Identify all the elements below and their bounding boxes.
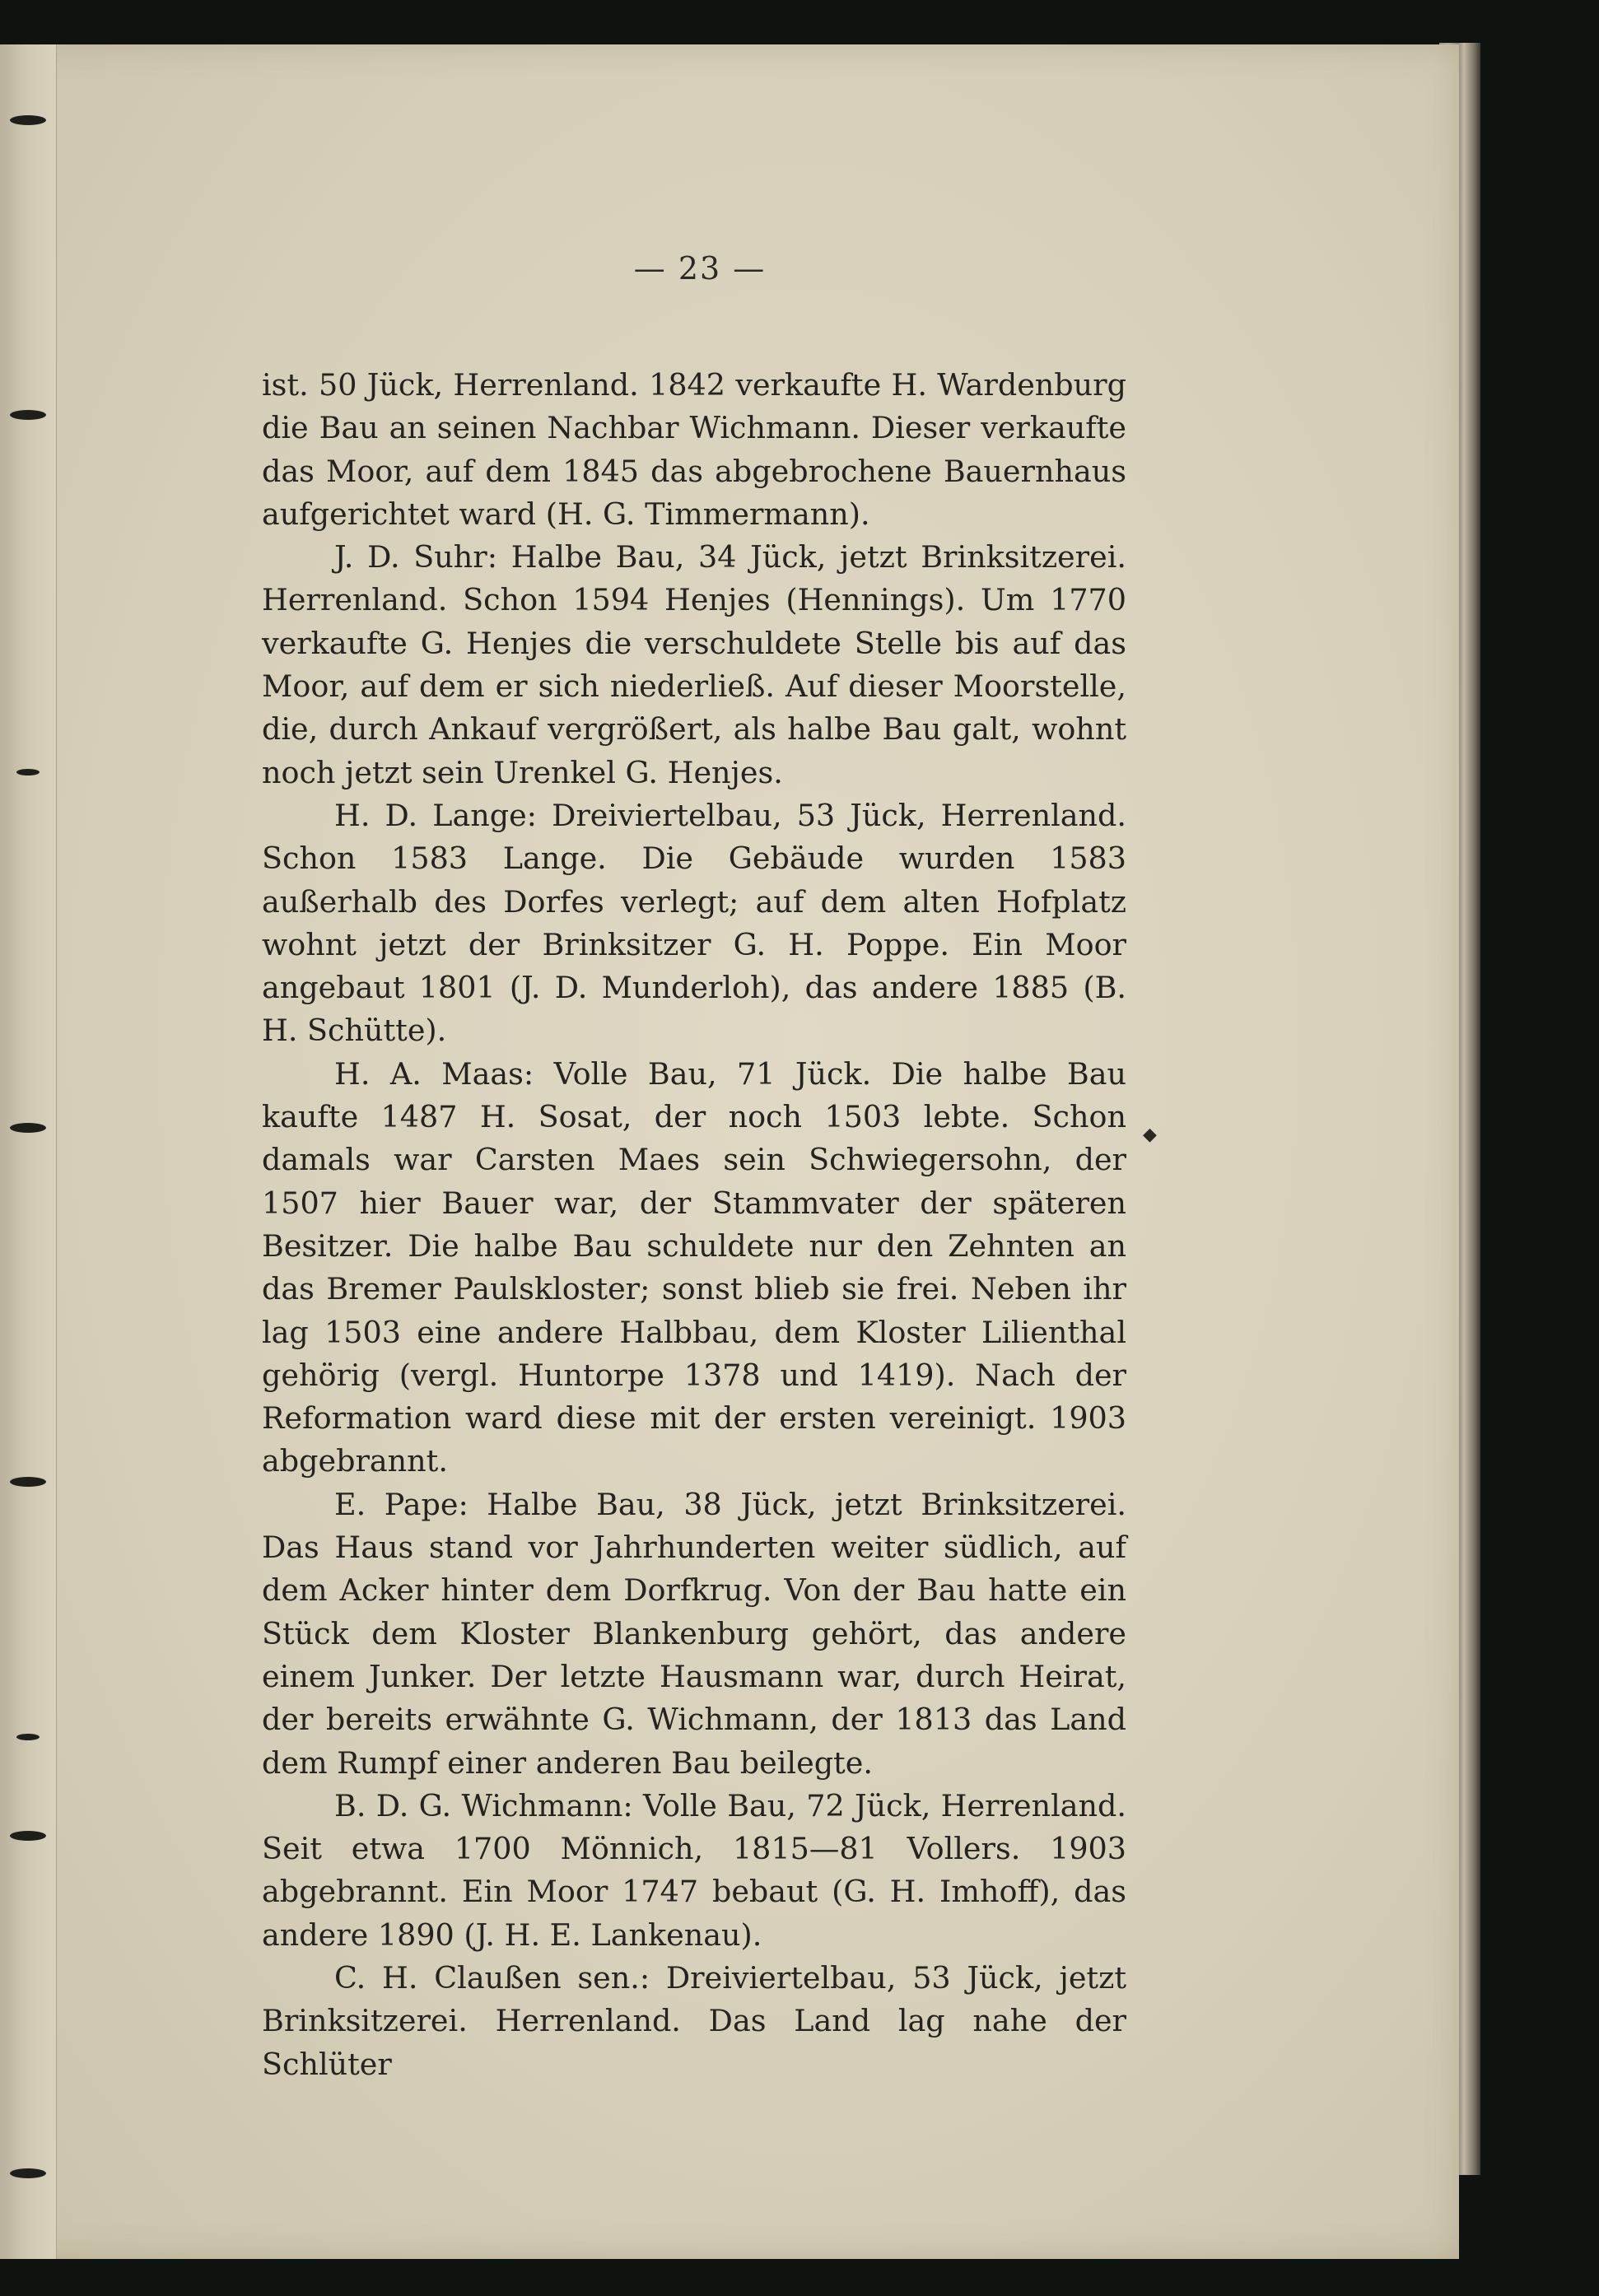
paragraph: E. Pape: Halbe Bau, 38 Jück, jetzt Brinksitzerei. Das Haus stand vor Jahrhunderten weiter südlich, auf dem Acker hinter dem Dorfkrug. Von der Bau hatte ein Stück dem Kloster Blankenburg gehört, das andere einem Junker. Der letzte Hausmann war, durch Heirat, der bereits erwähnte G. Wichmann, der 1813 das Land dem Rumpf einer anderen Bau beilegte. [262, 1486, 1126, 1781]
binding-stitch [10, 1831, 46, 1841]
paragraph: H. A. Maas: Volle Bau, 71 Jück. Die halbe Bau kaufte 1487 H. Sosat, der noch 1503 lebte. Schon damals war Carsten Maes sein Schwiegersohn, der 1507 hier Bauer war, der Stammvater der späteren Besitzer. Die halbe Bau schuldete nur den Zehnten an das Bremer Paulskloster; sonst blieb sie frei. Neben ihr lag 1503 eine andere Halbbau, dem Kloster Lilienthal gehörig (vergl. Huntorpe 1378 und 1419). Nach der Reformation ward diese mit der ersten vereinigt. 1903 abgebrannt. [262, 1055, 1126, 1479]
binding-stitch [16, 769, 40, 775]
binding-stitch [10, 2168, 46, 2178]
binding-stitch [10, 410, 46, 420]
binding-stitch [16, 1734, 40, 1740]
page-number: — 23 — [633, 250, 767, 286]
book-page [0, 44, 1459, 2259]
binding-stitch [10, 1123, 46, 1133]
margin-mark-icon: ◆ [1143, 1125, 1157, 1145]
paragraph: C. H. Claußen sen.: Dreiviertelbau, 53 Jück, jetzt Brinksitzerei. Herrenland. Das Land lag nahe der Schlüter [262, 1959, 1126, 2082]
paragraph: B. D. G. Wichmann: Volle Bau, 72 Jück, Herrenland. Seit etwa 1700 Mönnich, 1815—81 Vollers. 1903 abgebrannt. Ein Moor 1747 bebaut (G. H. Imhoff), das andere 1890 (J. H. E. Lankenau). [262, 1787, 1126, 1953]
paragraph: H. D. Lange: Dreiviertelbau, 53 Jück, Herrenland. Schon 1583 Lange. Die Gebäude wurden 1583 außerhalb des Dorfes verlegt; auf dem alten Hofplatz wohnt jetzt der Brinksitzer G. H. Poppe. Ein Moor angebaut 1801 (J. D. Munderloh), das andere 1885 (B. H. Schütte). [262, 797, 1126, 1049]
binding-stitch [10, 1477, 46, 1487]
paragraph: ist. 50 Jück, Herrenland. 1842 verkaufte H. Wardenburg die Bau an seinen Nachbar Wichmann. Dieser verkaufte das Moor, auf dem 1845 das abgebrochene Bauernhaus aufgerichtet ward (H. G. Timmermann). [262, 367, 1126, 532]
binding-stitch [10, 115, 46, 125]
body-text [262, 364, 1126, 2086]
page-spine [0, 44, 57, 2259]
paragraph: J. D. Suhr: Halbe Bau, 34 Jück, jetzt Brinksitzerei. Herrenland. Schon 1594 Henjes (Hennings). Um 1770 verkaufte G. Henjes die verschuldete Stelle bis auf das Moor, auf dem er sich niederließ. Auf dieser Moorstelle, die, durch Ankauf vergrößert, als halbe Bau galt, wohnt noch jetzt sein Urenkel G. Henjes. [262, 539, 1126, 790]
